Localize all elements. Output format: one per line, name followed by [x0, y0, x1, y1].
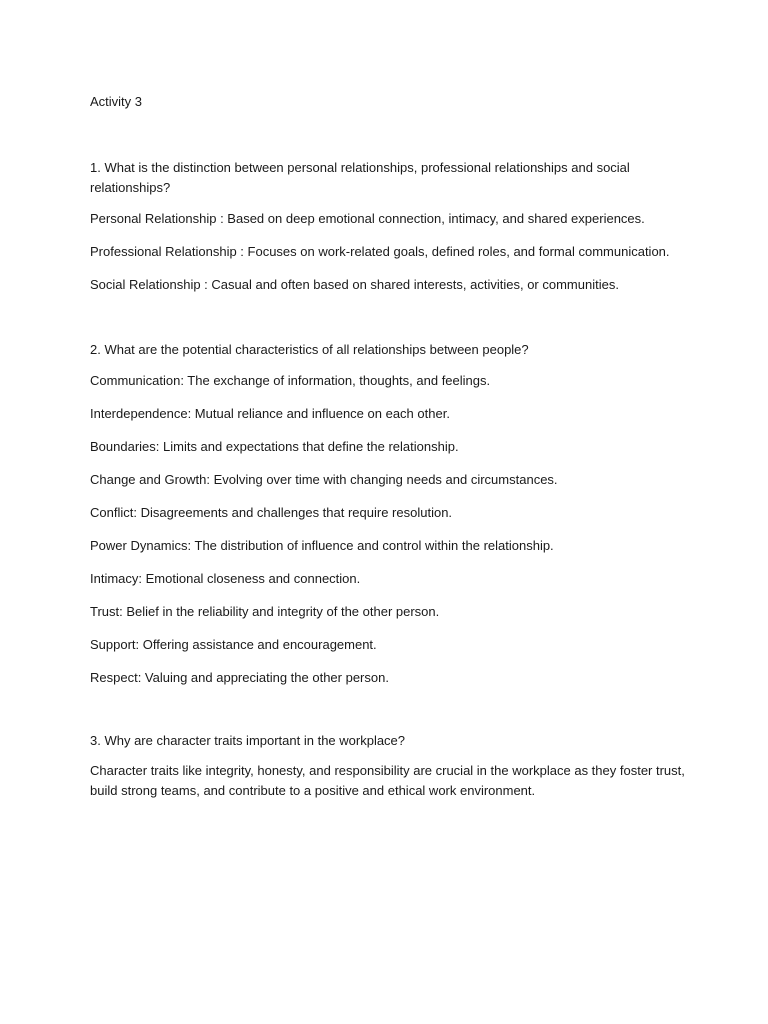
question-3: 3. Why are character traits important in the workplace?: [90, 733, 406, 748]
answer-paragraph: Intimacy: Emotional closeness and connection.: [90, 571, 361, 586]
answer-paragraph: Character traits like integrity, honesty, and responsibility are crucial in the workplace as they foster trust, build strong teams, and contribute to a positive and ethical work environment.: [90, 763, 685, 798]
answer-paragraph: Boundaries: Limits and expectations that define the relationship.: [90, 439, 459, 454]
answer-paragraph: Change and Growth: Evolving over time with changing needs and circumstances.: [90, 472, 558, 487]
answer-paragraph: Social Relationship : Casual and often based on shared interests, activities, or communities.: [90, 277, 619, 292]
answer-paragraph: Communication: The exchange of information, thoughts, and feelings.: [90, 373, 491, 388]
answer-paragraph: Support: Offering assistance and encouragement.: [90, 637, 377, 652]
section-2: [90, 340, 690, 688]
section-3: [90, 731, 690, 801]
document-title: Activity 3: [90, 94, 143, 109]
answer-paragraph: Conflict: Disagreements and challenges that require resolution.: [90, 505, 453, 520]
answer-paragraph: Interdependence: Mutual reliance and influence on each other.: [90, 406, 450, 421]
section-1: [90, 158, 690, 295]
document-body: [90, 92, 690, 801]
answer-paragraph: Respect: Valuing and appreciating the other person.: [90, 670, 389, 685]
answer-paragraph: Power Dynamics: The distribution of influence and control within the relationship.: [90, 538, 554, 553]
answer-paragraph: Professional Relationship : Focuses on work-related goals, defined roles, and formal communication.: [90, 244, 670, 259]
question-1: 1. What is the distinction between personal relationships, professional relationships and social relationships?: [90, 160, 630, 195]
question-2: 2. What are the potential characteristics of all relationships between people?: [90, 342, 529, 357]
answer-paragraph: Personal Relationship : Based on deep emotional connection, intimacy, and shared experiences.: [90, 211, 645, 226]
answer-paragraph: Trust: Belief in the reliability and integrity of the other person.: [90, 604, 440, 619]
